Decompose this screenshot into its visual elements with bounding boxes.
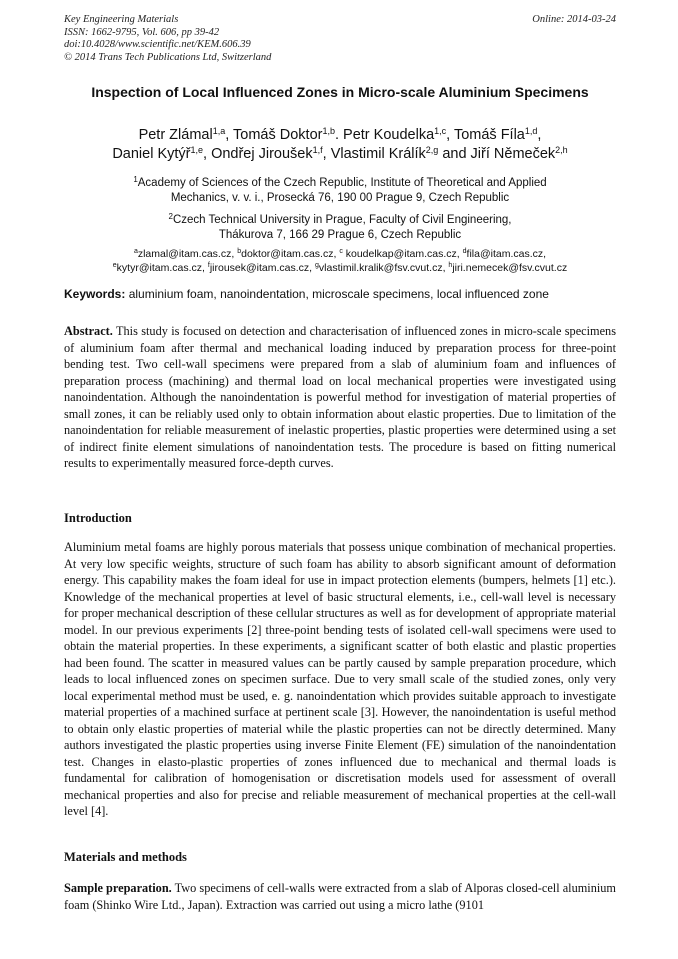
- affiliation-number: 2: [168, 212, 173, 221]
- affiliation-line: Thákurova 7, 166 29 Prague 6, Czech Republic: [218, 229, 462, 241]
- author-sup: 2,h: [555, 145, 568, 155]
- email: jirousek@itam.cas.cz,: [209, 262, 313, 274]
- journal-header: [64, 14, 616, 64]
- keywords-label: Keywords:: [64, 287, 126, 301]
- paper-title: Inspection of Local Influenced Zones in Micro-scale Aluminium Specimens: [91, 84, 589, 100]
- author: Ondřej Jiroušek: [211, 146, 313, 162]
- author-sup: 1,e: [190, 145, 203, 155]
- affiliation-number: 1: [133, 175, 138, 184]
- email: zlamal@itam.cas.cz,: [137, 248, 235, 260]
- email: doktor@itam.cas.cz,: [241, 248, 337, 260]
- email-letter: a: [133, 248, 138, 255]
- email-letter: b: [237, 248, 242, 255]
- author-conjunction: and: [442, 146, 467, 162]
- author: Vlastimil Králík: [330, 146, 426, 162]
- copyright: © 2014 Trans Tech Publications Ltd, Switzerland: [64, 51, 272, 63]
- section-heading-materials: Materials and methods: [64, 850, 187, 864]
- author: Petr Zlámal: [138, 127, 213, 143]
- affiliation-1: [60, 176, 620, 206]
- online-date: Online: 2014-03-24: [532, 14, 616, 25]
- affiliation-2: [60, 213, 620, 243]
- author-sup: 1,d: [524, 126, 538, 136]
- email: kytyr@itam.cas.cz,: [116, 262, 205, 274]
- email: fila@itam.cas.cz,: [466, 248, 547, 260]
- author: Petr Koudelka: [343, 127, 435, 143]
- author-sup: 2,g: [425, 145, 439, 155]
- email: koudelkap@itam.cas.cz,: [345, 248, 460, 260]
- author: Daniel Kytýř: [112, 146, 191, 162]
- author-sup: 1,f: [312, 145, 323, 155]
- email: jiri.nemecek@fsv.cvut.cz: [452, 262, 568, 274]
- email: vlastimil.kralik@fsv.cvut.cz,: [318, 262, 446, 274]
- section-heading-introduction: Introduction: [64, 511, 132, 525]
- doi: doi:10.4028/www.scientific.net/KEM.606.39: [64, 39, 251, 50]
- issn: ISSN: 1662-9795, Vol. 606, pp 39-42: [64, 26, 220, 38]
- keywords-text: aluminium foam, nanoindentation, microscale specimens, local influenced zone: [128, 287, 549, 301]
- email-list: [60, 247, 620, 275]
- journal-name: Key Engineering Materials: [64, 14, 179, 25]
- abstract-text: This study is focused on detection and characterisation of influenced zones in micro-scale specimens of aluminium foam after thermal and mechanical loading induced by preparation process for three-point bending test. Two cell-wall specimens were prepared from a slab of aluminium foam and influences of preparation process (machining) and thermal load on local mechanical properties were investigated using nanoindentation. Although the nanoindentation is powerful method for investigation of material properties of small zones, it can be reliably used only to obtain information about elastic properties. Due to limitation of the nanoindentation for reliable measurement of inelastic properties, plastic properties were determined using a set of indirect finite element simulations of nanoindentation tests. The procedure is based on fitting numerical results to experimentally measured force-depth curves.: [64, 324, 616, 470]
- affiliation-line: Czech Technical University in Prague, Faculty of Civil Engineering,: [172, 214, 512, 226]
- author-sup: 1,a: [212, 126, 226, 136]
- sample-preparation-paragraph: [64, 880, 616, 913]
- sample-preparation-label: Sample preparation.: [64, 881, 172, 895]
- email-letter: g: [315, 262, 319, 269]
- email-letter: e: [112, 262, 117, 269]
- email-letter: f: [207, 262, 210, 269]
- email-letter: d: [462, 248, 467, 255]
- email-letter: c: [339, 248, 343, 255]
- author: Jiří Němeček: [470, 146, 556, 162]
- author-sup: 1,c: [434, 126, 447, 136]
- email-letter: h: [448, 262, 453, 269]
- author: Tomáš Fíla: [453, 127, 525, 143]
- keywords: [64, 287, 616, 302]
- abstract: [64, 323, 616, 472]
- sample-preparation-text: Two specimens of cell-walls were extracted from a slab of Alporas closed-cell aluminium foam (Shinko Wire Ltd., Japan). Extraction was carried out using a micro lathe (9101: [64, 881, 616, 912]
- author-list: Petr Zlámal$^{1,a}$, Tomáš Doktor$^{1,b}$. Petr Koudelka$^{1,c}$, Tomáš Fíla$^{1,d}$, Daniel Kytýř$^{1,e}$, Ondřej Jiroušek$^{1,f}$, Vlastimil Králík$^{2,g}$ and Jiří Němeček$^{2,h}$: [112, 126, 568, 162]
- author: Tomáš Doktor: [233, 127, 323, 143]
- introduction-paragraph: Aluminium metal foams are highly porous materials that possess unique combination of mechanical properties. At very low specific weights, structure of such foam has ability to absorb significant amount of deformation energy. This capability makes the foam ideal for use in impact protection elements (bumpers, helmets [1] etc.). Knowledge of the mechanical properties at level of basic structural elements, i.e., cell-wall level is necessary for proper mechanical description of these cellular structures as well as for development of appropriate material model. In our previous experiments [2] three-point bending tests of isolated cell-wall specimens were used to obtain the material properties. In these experiments, a significant scatter of both elastic and plastic properties had been found. The scatter in measured values can be partly caused by sample preparation procedure, which leads to local influenced zones on specimen surface. Due to very small scale of the studied zones, only very local experimental method must be used, e. g. nanoindentation which provides suitable approach to investigate material properties of a machined surface at pertinent scale [3]. However, the nanoindentation is useful method to obtain only elastic properties of material while the plastic properties can not be directly determined. Many authors investigated the plastic properties using inverse Finite Element (FE) simulation of the nanoindentation test. Changes in elasto-plastic properties of zones influenced due to mechanical and thermal loads is fundamental for calibration of homogenisation or discretisation models used for assessment of overall mechanical properties and also for precise and reliable measurement of mechanical properties at the cell-wall level [4].: [64, 540, 616, 818]
- affiliation-line: Mechanics, v. v. i., Prosecká 76, 190 00 Prague 9, Czech Republic: [170, 192, 510, 204]
- author-sup: 1,b: [322, 126, 335, 136]
- affiliation-line: Academy of Sciences of the Czech Republic, Institute of Theoretical and Applied: [137, 177, 547, 189]
- abstract-label: Abstract.: [64, 324, 113, 338]
